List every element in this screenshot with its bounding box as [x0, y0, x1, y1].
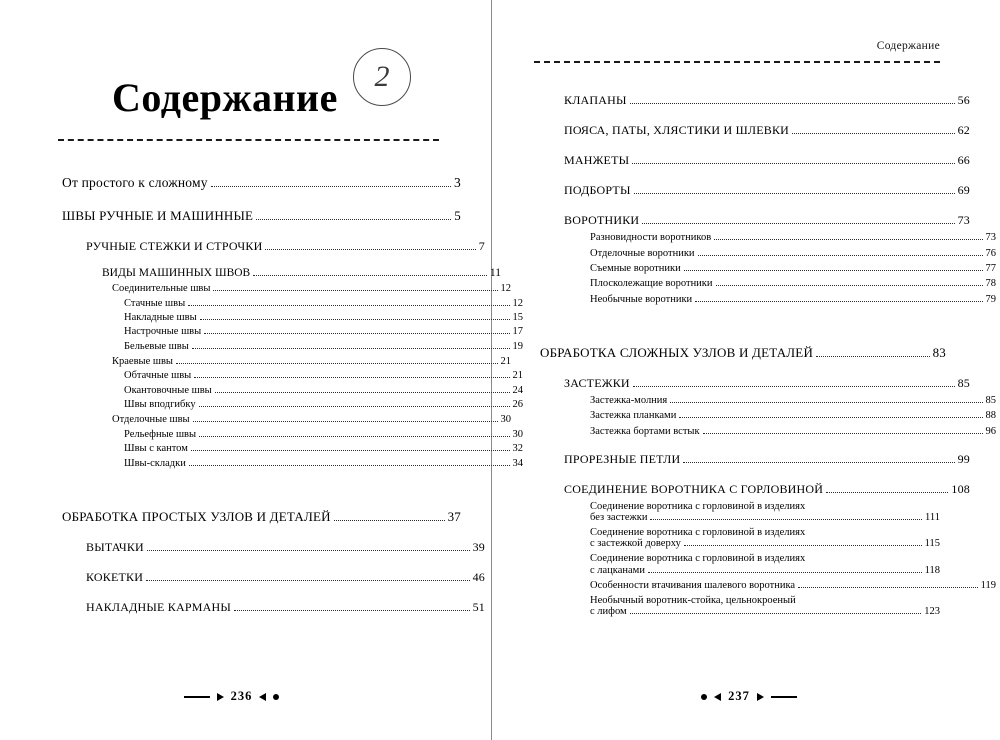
toc-entry-page: 51 [472, 599, 485, 614]
divider-dashed [58, 139, 439, 141]
toc-entry-label: СОЕДИНЕНИЕ ВОРОТНИКА С ГОРЛОВИНОЙ [564, 481, 824, 496]
toc-entry[interactable] [590, 580, 996, 591]
dot-leader [670, 395, 982, 403]
toc-entry[interactable] [124, 297, 523, 308]
toc-entry[interactable] [124, 443, 523, 454]
toc-entry-page: 30 [512, 428, 523, 440]
toc-entry-label: с лацканами [590, 564, 645, 576]
toc-entry-page: 46 [472, 569, 485, 584]
dot-leader [146, 571, 469, 580]
toc-entry-page: 12 [500, 283, 511, 295]
dot-leader [630, 606, 922, 614]
dot-leader [199, 428, 509, 436]
toc-entry[interactable] [590, 410, 996, 421]
toc-entry-label: Необычные воротники [590, 293, 693, 305]
toc-entry-page: 21 [512, 370, 523, 382]
toc-entry-page: 96 [985, 425, 996, 437]
dot-leader [189, 457, 510, 465]
toc-entry[interactable] [124, 326, 523, 337]
toc-entry-label: ШВЫ РУЧНЫЕ И МАШИННЫЕ [62, 208, 254, 223]
toc-entry-label: Застежка-молния [590, 395, 668, 407]
ornament-arrow-icon [259, 693, 266, 701]
toc-entry-page: 7 [478, 239, 485, 253]
dot-leader [798, 580, 978, 588]
toc-entry[interactable] [102, 267, 501, 279]
dot-leader [683, 453, 954, 462]
toc-entry-page: 123 [924, 606, 940, 618]
toc-entry[interactable] [112, 356, 511, 367]
dot-leader [633, 377, 955, 386]
running-head: Содержание [876, 40, 940, 52]
toc-entry-label: РУЧНЫЕ СТЕЖКИ И СТРОЧКИ [86, 239, 263, 253]
folio-right [492, 689, 1000, 705]
toc-entry-label: Окантовочные швы [124, 384, 212, 396]
toc-entry-label: Рельефные швы [124, 428, 197, 440]
toc-entry-page: 21 [500, 356, 511, 368]
toc-entry[interactable] [590, 501, 940, 523]
toc-entry-page: 66 [957, 153, 970, 167]
dot-leader [703, 425, 983, 433]
toc-entry-label: ПОДБОРТЫ [564, 183, 631, 197]
toc-entry-label: Отделочные воротники [590, 247, 695, 259]
toc-entry-label: Соединение воротника с горловиной в изделиях [590, 500, 806, 512]
page-number: 236 [230, 689, 253, 703]
toc-entry-label: МАНЖЕТЫ [564, 153, 630, 167]
toc-entry-page: 111 [925, 512, 940, 524]
dot-leader [650, 512, 922, 520]
toc-entry-page: 39 [472, 539, 485, 554]
ornament-seal-icon: 2 [353, 48, 411, 106]
toc-entry-page: 34 [512, 457, 523, 469]
toc-entry-page: 19 [512, 340, 523, 352]
toc-entry[interactable] [124, 384, 523, 395]
toc-entry-label: с лифом [590, 606, 627, 618]
toc-entry-page: 85 [957, 375, 970, 390]
dot-leader [204, 326, 509, 334]
ornament-arrow-icon [757, 693, 764, 701]
toc-entry[interactable] [62, 175, 461, 191]
page-number: 237 [728, 689, 750, 703]
toc-entry[interactable] [124, 370, 523, 381]
folio-left [0, 687, 491, 705]
toc-entry-page: 73 [985, 232, 996, 244]
toc-entry-page: 79 [985, 293, 996, 305]
dot-leader [679, 410, 982, 418]
dot-leader [634, 185, 955, 194]
toc-entry-page: 56 [957, 93, 970, 107]
toc-entry-label: ПОЯСА, ПАТЫ, ХЛЯСТИКИ И ШЛЕВКИ [564, 123, 790, 137]
toc-entry-label: Накладные швы [124, 312, 197, 324]
dot-leader [684, 538, 922, 546]
divider-dashed [534, 61, 940, 63]
dot-leader [147, 541, 470, 550]
toc-entry[interactable] [86, 239, 485, 254]
toc-entry-label: Необычный воротник-стойка, цельнокроеный [590, 595, 796, 607]
dot-leader [632, 155, 954, 164]
toc-entry-page: 37 [447, 508, 461, 524]
toc-entry-page: 119 [980, 580, 996, 592]
toc-entry-label: НАКЛАДНЫЕ КАРМАНЫ [86, 599, 231, 614]
toc-entry[interactable] [124, 457, 523, 468]
ornament-arrow-icon [714, 693, 721, 701]
ornament-dot-icon [273, 694, 279, 700]
toc-entry[interactable] [564, 452, 970, 467]
dot-leader [211, 177, 451, 187]
toc-entry-label: ВИДЫ МАШИННЫХ ШВОВ [102, 267, 251, 280]
toc-entry[interactable] [124, 428, 523, 439]
toc-entry-label: ВОРОТНИКИ [564, 213, 640, 227]
dot-leader [714, 232, 982, 240]
toc-entry-page: 26 [512, 399, 523, 411]
toc-entry-label: КЛАПАНЫ [564, 93, 627, 107]
dot-leader [199, 399, 510, 407]
dot-leader [213, 283, 497, 291]
toc-entry-label: ЗАСТЕЖКИ [564, 375, 630, 390]
toc-entry-page: 5 [454, 208, 461, 223]
toc-entry[interactable] [564, 93, 970, 108]
toc-list-right [534, 93, 996, 618]
dot-leader [193, 414, 498, 422]
toc-entry-label: Застежка планками [590, 410, 677, 422]
toc-entry-page: 115 [924, 538, 940, 550]
dot-leader [234, 601, 470, 610]
dot-leader [826, 483, 948, 492]
toc-entry-label: Разновидности воротников [590, 232, 712, 244]
dot-leader [200, 312, 510, 320]
toc-entry[interactable] [590, 278, 996, 289]
dot-leader [684, 263, 983, 271]
dot-leader [194, 370, 509, 378]
toc-entry-label: Застежка бортами встык [590, 425, 700, 437]
toc-entry[interactable] [590, 247, 996, 258]
right-page [489, 0, 1000, 740]
toc-entry[interactable] [590, 293, 996, 304]
toc-entry-page: 88 [985, 410, 996, 422]
dot-leader [716, 278, 983, 286]
toc-entry-page: 62 [957, 123, 970, 137]
toc-entry-label: Соединительные швы [112, 283, 211, 295]
toc-entry[interactable] [564, 153, 970, 168]
toc-entry-page: 3 [454, 175, 461, 190]
toc-entry-label: ПРОРЕЗНЫЕ ПЕТЛИ [564, 451, 681, 466]
toc-entry[interactable] [564, 183, 970, 198]
toc-entry-label: ОБРАБОТКА ПРОСТЫХ УЗЛОВ И ДЕТАЛЕЙ [62, 508, 331, 524]
toc-entry-label: Швы вподгибку [124, 399, 196, 411]
dot-leader [192, 340, 510, 348]
toc-entry[interactable] [86, 600, 485, 615]
dot-leader [265, 241, 475, 250]
toc-entry[interactable] [112, 414, 511, 425]
toc-entry-page: 30 [500, 414, 511, 426]
ornament-line-icon [771, 696, 797, 698]
toc-entry[interactable] [86, 570, 485, 585]
toc-entry-label: КОКЕТКИ [86, 569, 144, 584]
dot-leader [215, 384, 510, 392]
toc-entry[interactable] [564, 376, 970, 391]
toc-entry-page: 85 [985, 395, 996, 407]
toc-entry-label: Соединение воротника с горловиной в изделиях [590, 527, 806, 539]
toc-entry-page: 76 [985, 247, 996, 259]
toc-entry[interactable] [590, 425, 996, 436]
toc-entry-page: 108 [951, 481, 970, 496]
toc-entry[interactable] [62, 208, 461, 224]
toc-entry-page: 24 [512, 384, 523, 396]
toc-entry-page: 78 [985, 278, 996, 290]
toc-entry[interactable] [564, 482, 970, 497]
toc-entry[interactable] [112, 283, 511, 294]
dot-leader [695, 293, 982, 301]
ornament-dot-icon [701, 694, 707, 700]
dot-leader [642, 215, 954, 224]
toc-entry-page: 15 [512, 312, 523, 324]
toc-entry[interactable] [564, 213, 970, 228]
toc-entry-page: 118 [924, 564, 940, 576]
ornament-arrow-icon [217, 693, 224, 701]
toc-entry-label: Особенности втачивания шалевого воротника [590, 580, 796, 592]
toc-entry-label: Соединение воротника с горловиной в изделиях [590, 553, 806, 565]
toc-entry[interactable] [124, 340, 523, 351]
toc-entry-label: Плосколежащие воротники [590, 278, 713, 290]
toc-entry[interactable] [564, 123, 970, 138]
toc-entry[interactable] [62, 509, 461, 525]
dot-leader [648, 564, 922, 572]
toc-entry-label: Швы-складки [124, 457, 186, 469]
toc-entry[interactable] [590, 553, 940, 575]
toc-entry-label: От простого к сложному [62, 175, 208, 190]
toc-entry[interactable] [124, 312, 523, 323]
toc-entry-page: 12 [512, 297, 523, 309]
toc-entry-page: 83 [932, 344, 946, 360]
toc-entry-label: Швы с кантом [124, 443, 188, 455]
toc-entry[interactable] [590, 527, 940, 549]
dot-leader [334, 510, 445, 520]
dot-leader [816, 347, 930, 357]
dot-leader [188, 297, 509, 305]
title-block [56, 0, 455, 141]
toc-entry-page: 73 [957, 213, 970, 227]
ornament-line-icon [184, 696, 210, 698]
dot-leader [253, 267, 487, 276]
toc-entry-label: Стачные швы [124, 297, 186, 309]
toc-entry[interactable] [590, 595, 940, 617]
toc-entry-label: без застежки [590, 512, 648, 524]
toc-entry-label: Обтачные швы [124, 370, 192, 382]
toc-entry-page: 17 [512, 326, 523, 338]
toc-entry[interactable] [590, 263, 996, 274]
toc-entry[interactable] [590, 232, 996, 243]
toc-entry-page: 69 [957, 183, 970, 197]
toc-entry-page: 99 [957, 451, 970, 466]
dot-leader [191, 443, 510, 451]
dot-leader [630, 95, 955, 104]
dot-leader [176, 356, 498, 364]
toc-entry-label: Бельевые швы [124, 340, 189, 352]
toc-entry-page: 77 [985, 263, 996, 275]
toc-entry[interactable] [124, 399, 523, 410]
toc-entry-label: Краевые швы [112, 356, 173, 368]
toc-entry-label: ОБРАБОТКА СЛОЖНЫХ УЗЛОВ И ДЕТАЛЕЙ [540, 344, 814, 360]
toc-entry-label: Отделочные швы [112, 414, 190, 426]
dot-leader [256, 210, 451, 220]
toc-entry-page: 32 [512, 443, 523, 455]
toc-entry[interactable] [590, 395, 996, 406]
toc-entry-page: 11 [489, 267, 501, 280]
dot-leader [698, 247, 983, 255]
toc-entry-label: Съемные воротники [590, 263, 681, 275]
toc-entry-label: с застежкой доверху [590, 538, 681, 550]
toc-entry-label: ВЫТАЧКИ [86, 539, 144, 554]
toc-entry-label: Настрочные швы [124, 326, 202, 338]
dot-leader [792, 125, 955, 134]
toc-list-left [56, 175, 523, 615]
page-title: Содержание [112, 75, 338, 120]
toc-entry[interactable] [540, 345, 946, 361]
toc-entry[interactable] [86, 540, 485, 555]
